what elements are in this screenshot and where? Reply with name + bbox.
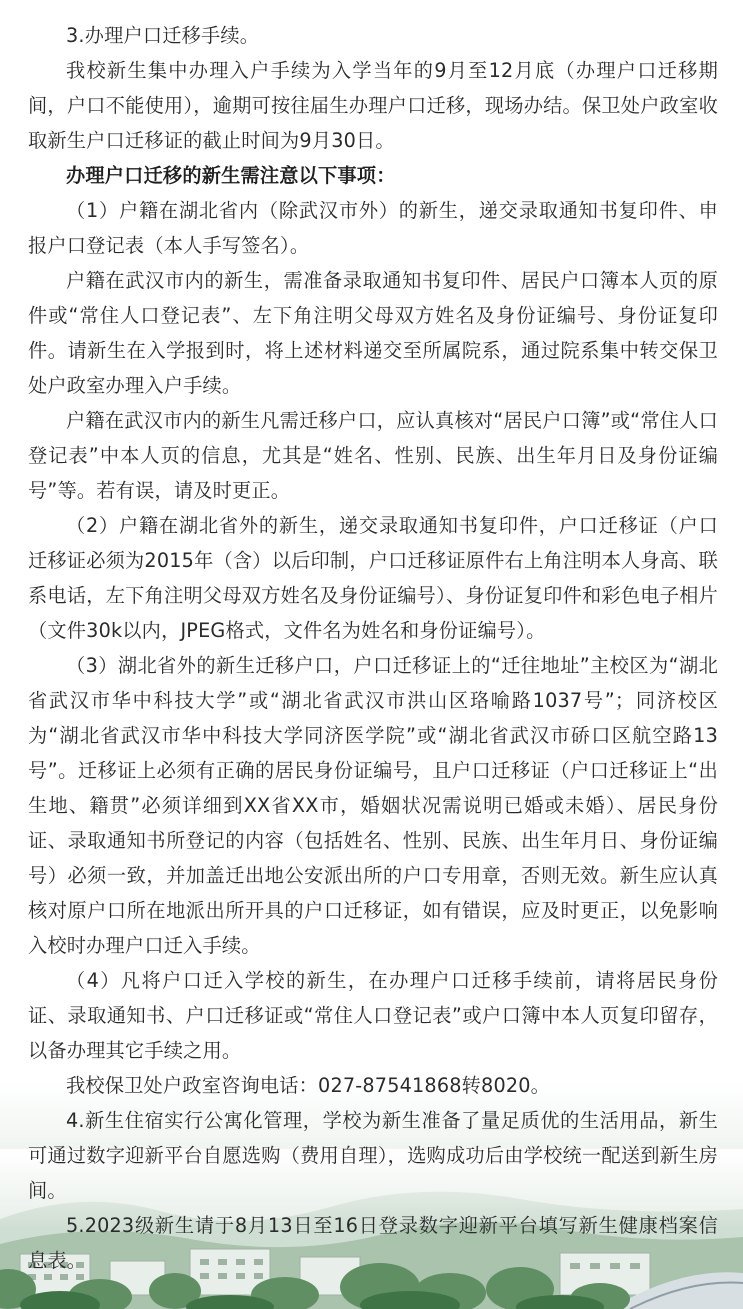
- paragraph-item-3: （3）湖北省外的新生迁移户口，户口迁移证上的“迁往地址”主校区为“湖北省武汉市华中科技大学”或“湖北省武汉市洪山区珞喻路1037号”；同济校区为“湖北省武汉市华中科技大学同济医学院”或“湖北省武汉市硚口区航空路13号”。迁移证上必须有正确的居民身份证编号，且户口迁移证（户口迁移证上“出生地、籍贯”必须详细到XX省XX市，婚姻状况需说明已婚或未婚）、居民身份证、录取通知书所登记的内容（包括姓名、性别、民族、出生年月日、身份证编号）必须一致，并加盖迁出地公安派出所的户口专用章，否则无效。新生应认真核对原户口所在地派出所开具的户口迁移证，如有错误，应及时更正，以免影响入校时办理户口迁入手续。: [28, 654, 718, 957]
- document-body: [28, 18, 718, 1278]
- paragraph-section-5: 5.2023级新生请于8月13日至16日登录数字迎新平台填写新生健康档案信息表。: [28, 1214, 718, 1272]
- paragraph-item-1: （1）户籍在湖北省内（除武汉市外）的新生，递交录取通知书复印件、申报户口登记表（本人手写签名）。: [28, 199, 718, 257]
- paragraph-notice-heading: 办理户口迁移的新生需注意以下事项：: [66, 164, 396, 187]
- paragraph-section-4: 4.新生住宿实行公寓化管理，学校为新生准备了量足质优的生活用品，新生可通过数字迎新平台自愿选购（费用自理），选购成功后由学校统一配送到新生房间。: [28, 1109, 718, 1202]
- paragraph-item-4: （4）凡将户口迁入学校的新生，在办理户口迁移手续前，请将居民身份证、录取通知书、户口迁移证或“常住人口登记表”或户口簿中本人页复印留存，以备办理其它手续之用。: [28, 969, 718, 1062]
- paragraph-contact-phone: 我校保卫处户政室咨询电话：027-87541868转8020。: [66, 1074, 551, 1097]
- paragraph-section-3-heading: 3.办理户口迁移手续。: [66, 24, 260, 47]
- paragraph-wuhan-residents: 户籍在武汉市内的新生，需准备录取通知书复印件、居民户口簿本人页的原件或“常住人口登记表”、左下角注明父母双方姓名及身份证编号、身份证复印件。请新生在入学报到时，将上述材料递交至所属院系，通过院系集中转交保卫处户政室办理入户手续。: [28, 269, 718, 397]
- paragraph-wuhan-verification: 户籍在武汉市内的新生凡需迁移户口，应认真核对“居民户口簿”或“常住人口登记表”中本人页的信息，尤其是“姓名、性别、民族、出生年月日及身份证编号”等。若有误，请及时更正。: [28, 409, 718, 502]
- paragraph-registration-period: 我校新生集中办理入户手续为入学当年的9月至12月底（办理户口迁移期间，户口不能使用），逾期可按往届生办理户口迁移，现场办结。保卫处户政室收取新生户口迁移证的截止时间为9月30日。: [28, 59, 718, 152]
- paragraph-item-2: （2）户籍在湖北省外的新生，递交录取通知书复印件，户口迁移证（户口迁移证必须为2015年（含）以后印制，户口迁移证原件右上角注明本人身高、联系电话，左下角注明父母双方姓名及身份证编号）、身份证复印件和彩色电子相片（文件30k以内，JPEG格式，文件名为姓名和身份证编号）。: [28, 514, 718, 642]
